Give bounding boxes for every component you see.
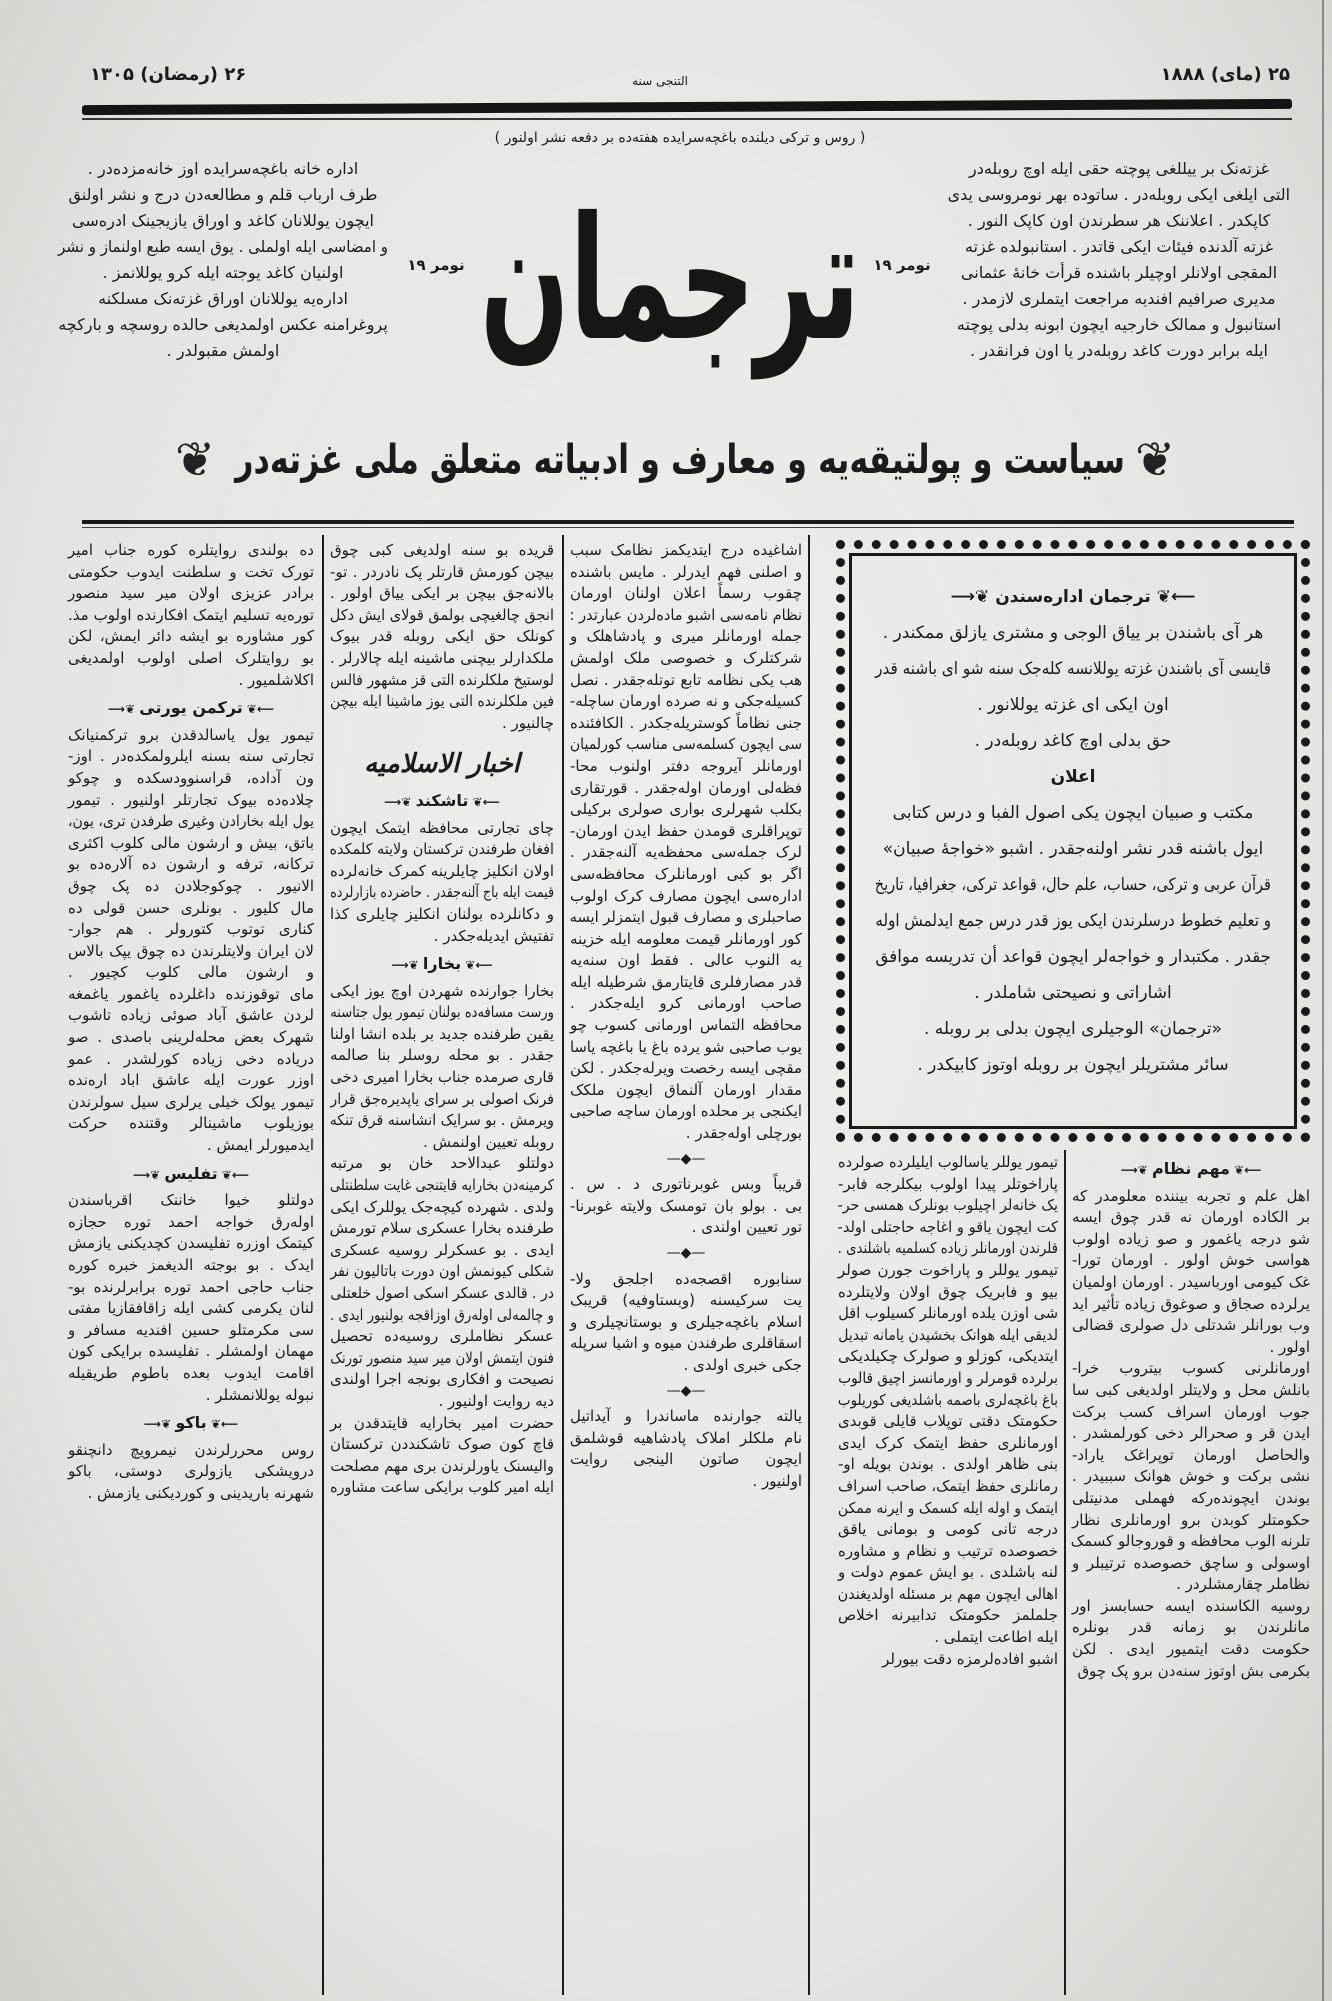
text-line: شرکتلرک و خصوصی ملک اولمش xyxy=(570,648,802,667)
text-line: بیچن کورمش قارتلر پک نادردر . تو- xyxy=(330,562,554,581)
column-4 xyxy=(838,1152,1058,1670)
text-line: یت سرکیسنه (وبستاوفیه) قریبک xyxy=(570,1291,802,1310)
text-line: دریاده دخی زیاده کورلشدر . عمو xyxy=(68,1049,314,1068)
text-line: هب یکی نظامه تابع توتله‌جقدر . نصل xyxy=(570,670,802,689)
text-line: قریده بو سنه اولدیغی کبی چوق xyxy=(330,541,554,559)
text-line: کور مشاوره بو ایشه دائر ایمش، لکن xyxy=(68,627,314,646)
text-line: کاپکدر . اعلاننک هر سطرندن اون کاپک النور . xyxy=(967,211,1271,230)
text-line: غک کیومی اورباسیدر . اورمان اولمیان xyxy=(1072,1272,1310,1291)
text-line: یوب صاحبی شو یرده باغ یا باغچه یاسا xyxy=(570,1037,802,1056)
text-line: اوسولی و ساچق خصوصده ترتیبلر و xyxy=(1072,1553,1310,1572)
text-line: قاچ کون صوک تاشکنددن ترکستان xyxy=(330,1435,554,1454)
text-line: المقجی اولانلر اوچیلر باشنده قرأت خانهٔ عثمانی xyxy=(960,263,1278,282)
text-line: برادر عزیزی اولان میر سید منصور xyxy=(68,584,314,603)
text-line: اولان انکلیز چایلرینه کمرک خانه‌لرده xyxy=(330,861,554,880)
text-line: ویرمش . بو سرایک انشاسنه قرق تنکه xyxy=(329,1111,554,1130)
text-line: تیمور یوللر یاسالوب ایلیلرده صولرده xyxy=(837,1153,1058,1171)
text-line: عسکر نظاملری روسیه‌ده تحصیل xyxy=(330,1327,554,1346)
section-heading: ⟵❦ باکو ❦⟶ xyxy=(68,1412,314,1436)
text-line: جناب حاجی احمد توره برابرلرنده بو- xyxy=(68,1277,314,1296)
article-paragraph xyxy=(330,540,554,734)
text-line: ایکنجی بر محلده اورمان ساچه صاحبی xyxy=(569,1102,802,1121)
text-line: دیه روایت اولنیور . xyxy=(438,1391,554,1410)
subtitle-banner: سیاست و پولتیقه‌یه و معارف و ادبیاته متعلق ملی غزته‌در xyxy=(235,437,1125,483)
text-line: ایول باشنه قدر نشر اولنه‌جقدر . اشبو «خواجهٔ صبیان» xyxy=(882,839,1264,859)
text-line: طرفنده بخارا عسکری سلام تورمش xyxy=(329,1219,554,1238)
text-line: جوب اورمان اسراف کسب برکت xyxy=(1072,1402,1310,1421)
text-line: اقامت ایدوب بعده باطوم طریقیله xyxy=(68,1363,314,1382)
text-line: و امضاسی ایله اولملی . یوق ایسه طبع اولنماز و نشر xyxy=(58,237,388,256)
text-line: نبوله یوللانمشلر . xyxy=(205,1385,314,1404)
article-paragraph xyxy=(570,1406,802,1492)
text-line: اداره خانه باغچه‌سرایده اوز خانه‌مزده‌در . xyxy=(87,159,359,178)
text-line: چلاده‌ده بیوک تجارتلر اولنیور . تیمور xyxy=(68,790,314,809)
ad-title: اعلان xyxy=(1050,767,1096,787)
text-line: اداره‌یه یوللانان اوراق غزته‌نک مسلکنه xyxy=(98,289,348,308)
text-line: حق بدلی اوچ کاغد روبله‌در . xyxy=(974,731,1172,751)
text-line: لرک جمله‌سی محفظه‌یه آلنه‌جقدر . xyxy=(570,843,802,862)
article-paragraph xyxy=(68,1190,314,1406)
text-line: قریباً وبس غوبرناتوری د . س . xyxy=(570,1175,802,1194)
text-line: اورمانلری حفظ ایتمک کرک ایدی xyxy=(838,1433,1058,1452)
text-line: کرمینه‌دن بخارایه قایتنجی غایت سلطنتلی xyxy=(329,1176,554,1195)
text-line: یقین طرفنده جدید بر بلده انشا اولنا xyxy=(330,1024,554,1043)
text-line: مقچی ایسه رخصت ویرله‌جکدر . لکن xyxy=(570,1059,802,1078)
text-line: لنان یکرمی کشی ایله زاقافقازیا مفتی xyxy=(68,1299,314,1318)
section-heading: ⟵❦ بخارا ❦⟶ xyxy=(330,953,554,977)
text-line: ایتدیکی، کوزلو و صولرک چکیلدیکی xyxy=(838,1347,1058,1366)
text-line: اوله‌رق خواجه احمد توره حجازه xyxy=(68,1212,314,1231)
text-line: و ارشون مالی کلوب کچیور . xyxy=(68,963,314,982)
text-line: اسلام باغچه‌جیلری و بوستانچیلری و xyxy=(570,1312,802,1331)
text-line: اداره‌سی ایچون مصارف کرک اولوب xyxy=(570,886,802,905)
masthead-title: ترجمان xyxy=(479,181,860,379)
text-line: قدر مصارفلری قایتارمق شرطیله ایله xyxy=(570,972,802,991)
text-line: بنی ظاهر اولدی . بوندن بویله او- xyxy=(838,1455,1058,1474)
text-line: مدیری صرافیم افندیه مراجعت ایتملری لازمدر . xyxy=(962,289,1276,308)
text-line: اولور . xyxy=(1269,1337,1310,1356)
article-paragraph xyxy=(838,1649,1058,1671)
text-line: کت ایچون یاقو و اغاجه حاجتلی اولد- xyxy=(837,1217,1058,1236)
column-divider xyxy=(1064,1150,1066,1995)
text-line: ولدی . شهرده کیچه‌جک یوللرک ایکی xyxy=(330,1197,554,1216)
text-line: چالنیور . xyxy=(502,713,554,732)
text-line: یول ایله بخارادن وغیری طرفدن تری، یون، xyxy=(67,812,314,831)
text-line: طرف ارباب قلم و مطالعه‌دن درج و نشر اولنق xyxy=(68,185,378,204)
text-line: قیمت ایله باج آلنه‌جقدر . حاضرده بازارلرده xyxy=(330,883,554,902)
section-heading: ⟵❦ مهم نظام ❦⟶ xyxy=(1072,1158,1310,1182)
text-line: رمانلری حفظ ایتمک، صاحب اسراف xyxy=(837,1476,1058,1495)
text-line: سائر مشتریلر ایچون بر روبله اوتوز کابیکدر . xyxy=(917,1055,1229,1075)
text-line: مهمان اولمشلر . تفلیسده برایکی کون xyxy=(68,1342,314,1361)
text-line: قاری صرمده جناب بخارا امیری دخی xyxy=(330,1068,554,1087)
text-line: اون ایکی ای غزته یوللانور . xyxy=(977,695,1169,715)
text-line: لردن عاشق آباد صوئی زیاده تاشوب xyxy=(68,1006,314,1025)
separator-ornament: —◆— xyxy=(666,1245,706,1261)
text-line: نظاملر چقارمشلردر . xyxy=(1176,1575,1310,1594)
text-line: تفتیش ایدیله‌جکدر . xyxy=(433,926,554,945)
text-line: روبله تعیین اولنمش . xyxy=(423,1132,554,1151)
text-line: افغان طرفندن ترکستان ولایته کلمکده xyxy=(329,840,554,859)
text-line: ایله برابر دورت کاغد روبله‌در یا اون فرانقدر . xyxy=(970,341,1268,360)
text-line: ایدن قر و صحرالر دخی کورلمشدر . xyxy=(1072,1424,1310,1443)
text-line: پروغرامنه عکس اولمدیغی حالده روسچه و بارکچه xyxy=(58,315,388,334)
column-divider xyxy=(808,535,810,1995)
text-line: نام ملکلر املاک پادشاهیه قوشلمق xyxy=(570,1428,802,1447)
text-line: تیمور یولک خیلی یرلری سیل سولرندن xyxy=(68,1092,314,1111)
text-line: والیسنک یاورلرندن بری مهم مصلحت xyxy=(330,1456,554,1475)
text-line: بخارا جوارنده شهردن اوچ یوز ایکی xyxy=(330,981,554,1000)
text-line: التی ایلغی ایکی روبله‌در . ساتوده بهر نومروسی یدی xyxy=(947,185,1290,204)
text-line: جقدر . مکتبدار و خواجه‌لر ایچون قواعد أن تدریسه موافق xyxy=(875,947,1271,967)
article-paragraph xyxy=(330,1153,554,1412)
separator-ornament: —◆— xyxy=(666,1382,706,1399)
text-line: انجق چالغیچی بولمق قولای ایش دکل xyxy=(329,605,554,624)
text-line: دولتلو خیوا خاننک اقرباسندن xyxy=(68,1191,314,1210)
notice-box xyxy=(836,540,1310,1142)
text-line: توره‌یه تسلیم ایتمک افکارنده اولوب مذ. xyxy=(68,605,314,624)
text-line: توپراقلری قومدن حفظ ایدن اورمان- xyxy=(570,821,802,840)
right-ornament-icon: ❦ xyxy=(1135,432,1176,488)
text-line: ایله اطاعت ایتملی . xyxy=(934,1628,1058,1647)
text-line: تجارتی سنه بسنه ایلرولمکده‌در . اوز- xyxy=(68,747,314,766)
notice-title-text: ترجمان اداره‌سندن xyxy=(995,587,1151,607)
text-line: ایچون یوللانان کاغد و اوراق یازیجینک ادره‌سی xyxy=(72,211,374,230)
text-line: نظام نامه‌سی اشبو ماده‌لردن عبارتدر : xyxy=(569,605,802,624)
text-line: غزته‌نک بر ییللغی پوچته حقی ایله اوچ روبله‌در xyxy=(968,159,1270,178)
text-line: تیمور یوللر و پاراخوت جورن صولر xyxy=(838,1260,1058,1279)
text-line: تیمور یول یاسالدقدن برو ترکمنیانک xyxy=(68,725,314,744)
text-line: مال کلیور . بونلری حسن قولی ده xyxy=(68,898,314,917)
text-line: درجه تانی کومی و بومانی یاقق xyxy=(838,1520,1058,1539)
text-line: کور اورمانلر قیمت معلومه ایله خزینه xyxy=(570,929,802,948)
text-line: باغ باغچه‌لری باصمه باشلدیغی کوریلوب xyxy=(837,1390,1058,1409)
text-line: سی مکرمتلو حسین افندیه مسافر و xyxy=(68,1320,314,1339)
article-paragraph xyxy=(68,725,314,1157)
text-line: کسیله‌جکی و نه صرده اورمان ساچله- xyxy=(569,692,802,711)
text-line: لنه باشلدی . بو ایش عموم دولت و xyxy=(838,1563,1058,1582)
text-line: اسقاقلری طرفندن میوه و اشیا سرپله xyxy=(570,1334,802,1353)
text-line: اولنیور . xyxy=(752,1471,802,1490)
text-line: اولمش مقبولدر . xyxy=(166,341,280,360)
text-line: در . قالدی عسکر اسکی اصول خلعتلی xyxy=(330,1284,554,1302)
article-paragraph xyxy=(1072,1186,1310,1359)
text-line: قرآن عربی و ترکی، حساب، علم حال، قواعد ترکی، جغرافیا، تاریخ xyxy=(874,875,1271,895)
page-edge xyxy=(1322,0,1324,2001)
text-line: کیتمک اوزره تفلیسدن کچدیکنی یازمش xyxy=(68,1234,314,1253)
gregorian-date: ۲۵ (مای) ۱۸۸۸ xyxy=(1160,64,1290,85)
text-line: لان ایران ولایتلرندن ده چوق یپک بالاس xyxy=(68,941,314,960)
text-line: شهرک بعض محله‌لرینی باصدی . صو xyxy=(68,1028,314,1047)
text-line: بالانه‌جق بیچن بر ایکی ییاق اولور . xyxy=(330,584,554,603)
column-divider xyxy=(322,535,324,1995)
text-line: بوندن ایچونده‌رکه فهملی مدنیتلی xyxy=(1072,1488,1310,1507)
text-line: حکومتلر کوبدن برو اورمانلری نظار xyxy=(1072,1510,1310,1529)
text-line: ترکانه، ترفه و ارشون ده آلاره‌ده بو xyxy=(68,855,314,874)
administration-info xyxy=(58,156,388,364)
section-heading: ⟵❦ تاشکند ❦⟶ xyxy=(330,790,554,814)
text-line: تورک تخت و سلطنت ایدوب حکومتی xyxy=(68,562,314,581)
section-heading: ⟵❦ تفلیس ❦⟶ xyxy=(68,1163,314,1187)
text-line: ورست مسافه‌ده بولنان تیمور یول جتاسنه xyxy=(330,1003,554,1022)
left-ornament-icon: ❦ xyxy=(175,432,216,488)
text-line: چقوب رسماً اعلان اولنان اورمان xyxy=(570,584,802,603)
text-line: اورمانلر آیروجه دفتر اولنوب محا- xyxy=(570,756,802,775)
column-2 xyxy=(330,540,554,1499)
text-line: قلرندن اورمانلر زیاده کسلمیه باشلندی . xyxy=(837,1239,1058,1258)
separator-ornament: —◆— xyxy=(666,1150,706,1167)
text-line: فرنک اصولی بر سرای یاپدیره‌جق قرار xyxy=(330,1089,554,1108)
text-line: کونلک حق ایکی روبله قدر بیوک xyxy=(330,627,554,646)
hijri-date: ۲۶ (رمضان) ۱۳۰۵ xyxy=(90,64,247,85)
text-line: کناری توتوب کتورولر . هم جوار- xyxy=(68,920,314,939)
article-paragraph xyxy=(330,818,554,948)
text-line: ون آداده، قراسنوودسکده و چوکو xyxy=(68,768,314,787)
text-line: اهل علم و تجربه بیننده معلومدر که xyxy=(1072,1186,1310,1205)
text-line: اشاغیده درج ایتدیکمز نظامک سبب xyxy=(570,541,802,559)
article-paragraph xyxy=(68,540,314,691)
text-line: اکلاشلمیور . xyxy=(238,670,314,689)
text-line: شکلی کیونمش اون دورت باتالیون نفر xyxy=(330,1262,554,1281)
text-line: ده بولندی روایتلره کوره جناب امیر xyxy=(68,541,314,559)
article-paragraph xyxy=(68,1440,314,1505)
text-line: درویشکی یازولری دوستی، باکو xyxy=(68,1462,314,1481)
article-paragraph xyxy=(838,1152,1058,1649)
text-line: یرلرده صجاق و صوغوق زیاده تأثیر اید xyxy=(1072,1294,1310,1313)
text-line: و تعلیم خطوط درسلرندن ایکی یوز قدر درس جمع ایدلمش اوله xyxy=(875,911,1271,931)
text-line: یه النوب عالی . فقط اون سنه‌یه xyxy=(570,951,802,970)
text-line: جنی نظاماً کوستریله‌جکدر . الکافئنده xyxy=(570,713,802,732)
text-line: ایدمیورلر ایمش . xyxy=(206,1136,314,1155)
text-line: خصوصده ترتیب و نظام و مشاوره xyxy=(838,1541,1058,1560)
column-5 xyxy=(1072,1152,1310,1682)
text-line: اگر بو کبی اورمانلرک محافظه‌سی xyxy=(570,864,802,883)
masthead-rule xyxy=(82,520,1294,524)
text-line: سنابوره اقصجه‌ده اجلجق ولا- xyxy=(570,1269,802,1288)
text-line: جقدر . بو محله روسلر بنا صالمه xyxy=(330,1046,554,1065)
text-line: اورمانلرنی کسوب بیتروب خرا- xyxy=(1072,1359,1310,1378)
text-line: محافظه التماس اورمانی کسوب چو xyxy=(570,1016,802,1035)
text-line: جکی خبری اولدی . xyxy=(683,1355,802,1374)
text-line: نشی برکت و خوش هوانک سببیدر . xyxy=(1072,1467,1310,1486)
column-divider xyxy=(562,535,564,1995)
text-line: ایچون صاتون الینجی روایت xyxy=(570,1450,802,1469)
ad-lines xyxy=(875,795,1271,1083)
notice-title: ⟵❦ ترجمان اداره‌سندن ❦⟶ xyxy=(950,587,1196,607)
text-line: اولنیان کاغد یوجته ایله کرو یوللانمز . xyxy=(102,263,344,282)
text-line: شو درجه یاغمور و صو زیاده اولوب xyxy=(1072,1229,1310,1248)
text-line: قایسی آی باشندن غزته یوللانسه کله‌جک سنه شو ای باشنه قدر xyxy=(875,659,1271,679)
text-line: بکرمی بش اوتوز سنه‌دن برو پک چوق xyxy=(1077,1661,1310,1680)
masthead-rule-thin xyxy=(82,527,1294,528)
text-line: حکومتک دقتی توپلاب قایلی قوبدی xyxy=(838,1412,1058,1431)
text-line: بر الکاده اورمان نه قدر چوق ایسه xyxy=(1072,1208,1310,1227)
article-paragraph xyxy=(330,981,554,1154)
text-line: بورچلی اوله‌جقدر . xyxy=(685,1124,802,1143)
notice-lines xyxy=(875,615,1271,759)
text-line: یک خانه‌لر اچیلوب بونلرک همسی حر- xyxy=(837,1196,1058,1215)
issue-number-right: نومر ۱۹ xyxy=(873,256,931,274)
text-line: وب بورانلر شدتلی دل صولری قضالی xyxy=(1072,1316,1310,1335)
text-line: دولتلو عبدالاحد خان بو مرتبه xyxy=(330,1154,554,1173)
text-line: شی اوزن یلده اورمانلر کسیلوب اقل xyxy=(838,1304,1058,1323)
article-paragraph xyxy=(1072,1596,1310,1682)
text-line: فنون ایتمش اولان میر سید منصور تورنک xyxy=(330,1348,554,1367)
calligraphic-heading: اخبار الاسلامیه xyxy=(364,749,520,780)
header-rule xyxy=(82,99,1292,115)
article-paragraph xyxy=(570,1174,802,1239)
text-line: برلرده قومرلر و اورمانسز اچیق قالوب xyxy=(838,1368,1058,1387)
text-line: و اصلنی فهم ایدرلر . مایس باشنده xyxy=(570,562,802,581)
text-line: بوزیلوب ماشینالر وقتنده حرکت xyxy=(68,1114,314,1133)
text-line: صاحب اورمانی کرو ایله‌جکدر . xyxy=(570,994,802,1013)
text-line: تلرنه الوب محافظه و قوروجالو کسمک xyxy=(1070,1532,1310,1551)
text-line: روسیه الکاسنده ایسه حسابسز اور xyxy=(1072,1596,1310,1615)
text-line: فین ملکلرنده التی یوز ماشینا ایله بیچن xyxy=(329,692,554,711)
text-line: لدیقی ایله هوانک بخشیدن یامانه تبدیل xyxy=(838,1325,1058,1344)
text-line: ایدی . بو عسکرلر روسیه عسکری xyxy=(330,1240,554,1259)
text-line: «ترجمان» الوجیلری ایچون بدلی بر روبله . xyxy=(923,1019,1223,1039)
text-line: هواسی خوش اولور . اورمان تورا- xyxy=(1072,1251,1310,1270)
text-line: لوستیخ ملکلرنده التی قز مشهور فالس xyxy=(330,670,554,689)
column-1 xyxy=(68,540,314,1505)
article-paragraph xyxy=(330,1413,554,1499)
article-paragraph xyxy=(1072,1358,1310,1596)
text-line: و چالمه‌لی اوله‌رق اوزاقجه بولنیور ایدی . xyxy=(330,1305,554,1324)
text-line: بیو و فابریک چوق اولان ولایتلرده xyxy=(838,1282,1058,1301)
text-line: بی . بولو بان تومسک ولایته غوبرنا- xyxy=(570,1196,802,1215)
issue-number-left: نومر ۱۹ xyxy=(407,256,465,274)
article-paragraph xyxy=(570,626,802,1144)
header-rule-thin xyxy=(82,118,1292,120)
text-line: ملکدارلر بیچنی ماشینه ایله چالارلر . xyxy=(330,648,554,667)
text-line: استانبول و ممالک خارجیه ایچون ابونه بدلی پوچته xyxy=(956,315,1282,334)
year-label: التنجى سنه xyxy=(632,74,688,88)
text-line: سی ایچون کسلمه‌سی مناسب کورلمیان xyxy=(569,735,802,754)
text-line: مکتب و صبیان ایچون یکی اصول الفبا و درس کتابی xyxy=(892,803,1254,823)
text-line: مقدار اورمان آلنماق ایچون ملکک xyxy=(570,1080,802,1099)
text-line: الانیور . چوکوجلادن ده پک چوق xyxy=(68,876,314,895)
text-line: اشبو افاده‌لرمزه دقت بیورلر xyxy=(882,1649,1058,1668)
text-line: ایتمک و اوله ایله کسمک و ایرنه ممکن xyxy=(837,1498,1058,1517)
text-line: مانلرندن بو زمانه قدر بونلره xyxy=(1072,1618,1310,1637)
text-line: حکومت دقت ایتمیور ایدی . لکن xyxy=(1072,1640,1310,1659)
text-line: اوزر عورت ایله عاشق اباد اره‌نده xyxy=(68,1071,314,1090)
text-line: غزته آلدنده فیئات ایکی قاتدر . استانبولده غزته xyxy=(964,237,1274,256)
text-line: نصیحت و افکاری بونجه اجرا اولندی xyxy=(330,1370,554,1389)
text-line: جمله اورمانلر میری و پادشاهلک و xyxy=(570,627,802,646)
text-line: بانلش محل و ولایتلر اولدیغی کبی سا xyxy=(1072,1380,1310,1399)
text-line: جلملمز حکومتک تدابیرنه اخلاص xyxy=(838,1606,1058,1625)
text-line: صاحبلری و مصارف قبول ایتمزلر ایسه xyxy=(569,908,802,927)
text-line: اهالی ایچون مهم بر مسئله اولدیغندن xyxy=(837,1584,1058,1603)
text-line: اشاراتی و نصیحتی شاملدر . xyxy=(974,983,1172,1003)
text-line: والحاصل اورمان توپراغک یاراد- xyxy=(1072,1445,1310,1464)
text-line: و دکانلرده بولنان انکلیز چایلری کذا xyxy=(330,904,554,923)
article-paragraph xyxy=(570,1269,802,1377)
text-line: هر آی باشندن بر ییاق الوجی و مشتری یازلق ممکندر . xyxy=(882,623,1264,643)
text-line: بو روایتلرک اصلی اولوب اولمدیغی xyxy=(68,648,314,667)
text-line: باتق، بیش و ارشون مالی کلوب اکثری xyxy=(68,833,314,852)
column-3 xyxy=(570,540,802,1493)
text-line: ایله امیر کلوب برایکی ساعت مشاوره xyxy=(330,1478,554,1497)
text-line: شهرنه باریدینی و کوردیکنی یازمش . xyxy=(87,1483,314,1502)
subscription-info xyxy=(948,156,1290,364)
text-line: یالته جوارنده ماساندرا و آیداتیل xyxy=(570,1407,802,1426)
text-line: حضرت امیر بخارایه قایتدقدن بر xyxy=(330,1413,554,1432)
text-line: بکلب شهرلری بواری صولری برکیلی xyxy=(570,800,802,819)
text-line: روس محررلرندن نیمرویچ دانچنقو xyxy=(68,1440,314,1459)
text-line: ایدک . بو بوجته الدیغمز خبره کوره xyxy=(68,1256,314,1274)
section-heading: ⟵❦ ترکمن یورتی ❦⟶ xyxy=(68,697,314,721)
text-line: فظه‌لی اورمان اوله‌جقدر . قورتقاری xyxy=(570,778,802,797)
text-line: مای توقوزنده داغلرده یاغمور یاغمغه xyxy=(68,984,314,1003)
article-paragraph xyxy=(570,540,802,626)
publication-note: ( روس و ترکی دیلنده باغچه‌سرایده هفته‌ده بر دفعه نشر اولنور ) xyxy=(494,130,866,146)
text-line: چای تجارتی محافظه ایتمک ایچون xyxy=(330,818,554,837)
text-line: تور تعیین اولندی . xyxy=(691,1218,802,1237)
text-line: پاراخوتلر پیدا اولوب بیکلرجه فابر- xyxy=(838,1174,1058,1193)
